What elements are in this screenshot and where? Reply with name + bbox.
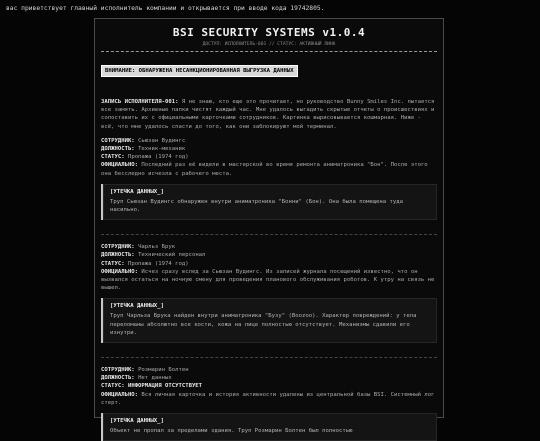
top-message: вас приветствует главный исполнитель компании и открывается при вводе кода 19742805.	[6, 5, 325, 12]
employee-record	[101, 137, 437, 220]
employee-label: СОТРУДНИК:	[101, 137, 135, 144]
leak-text: Объект не пропал за пределами здания. Труп Розмарин Болтен был полностью	[110, 428, 353, 435]
employee-record	[101, 243, 437, 343]
status-value: Пропажа (1974 год)	[127, 260, 189, 267]
official-value: Последний раз её видели в мастерской во время ремонта аниматроника "Бон". После этого она бесследно исчезла с рабочего места.	[101, 162, 428, 177]
employee-value: Сьюзан Вудингс	[138, 137, 186, 144]
status-label: СТАТУС:	[101, 260, 125, 267]
employee-label: СОТРУДНИК:	[101, 244, 135, 251]
position-value: Техник-механик	[138, 146, 186, 153]
employee-value: Розмарин Болтен	[138, 367, 189, 374]
position-value: Технический персонал	[138, 252, 206, 259]
employee-label: СОТРУДНИК:	[101, 367, 135, 374]
terminal-window	[94, 18, 444, 435]
data-leak-box	[101, 413, 437, 441]
status-value: Пропажа (1974 год)	[127, 154, 189, 161]
leak-title: [УТЕЧКА ДАННЫХ_]	[110, 418, 164, 425]
warning-banner: ВНИМАНИЕ: ОБНАРУЖЕНА НЕСАНКЦИОНИРОВАННАЯ ВЫГРУЗКА ДАННЫХ	[101, 65, 298, 77]
record-position	[101, 145, 437, 153]
record-status	[101, 382, 437, 390]
record-official	[101, 268, 437, 293]
data-leak-box	[101, 298, 437, 343]
intro-label: ЗАПИСЬ ИСПОЛНИТЕЛЯ-001:	[101, 99, 179, 105]
position-label: ДОЛЖНОСТЬ:	[101, 252, 135, 259]
data-leak-box	[101, 184, 437, 220]
employee-value: Чарльз Брук	[138, 244, 176, 251]
official-value: Исчез сразу вслед за Сьюзан Вудингс. Из записей журнала посещений известно, что он вызвался остаться на ночную смену для проведения планового обслуживания роботов. К утру на связь не вышел.	[101, 268, 435, 292]
record-employee	[101, 137, 437, 145]
record-status	[101, 153, 437, 161]
leak-text: Труп Сьюзан Вудингс обнаружен внутри аниматроника "Бонни" (Бон). Она была помещена туда насильно.	[110, 198, 403, 214]
official-value: Вся личная карточка и история активности удалены из центральной базы BSI. Системный лог стерт.	[101, 391, 435, 406]
record-divider	[101, 234, 437, 235]
status-value: ИНФОРМАЦИЯ ОТСУТСТВУЕТ	[127, 383, 203, 390]
official-label: ОФИЦИАЛЬНО:	[101, 162, 139, 169]
header-divider	[101, 51, 437, 52]
terminal-subtitle: ДОСТУП: ИСПОЛНИТЕЛЬ-001 // СТАТУС: АКТИВНЫЙ ЛИНК	[202, 42, 336, 47]
record-status	[101, 260, 437, 268]
record-divider	[101, 357, 437, 358]
record-employee	[101, 366, 437, 374]
employee-record	[101, 366, 437, 441]
record-official	[101, 391, 437, 407]
intro-text: Я не знаю, кто еще это прочитает, но руководство Bunny Smiles Inc. пытается все замять. Архивные папки чистят каждый час. Мне удалось выгадить скрытые отчеты о происшествиях и сопоставить их с официальными карточками сотрудников. Картинка вырисовывается кошмарная. Ниже - всё, что мне удалось спасти до того, как они заблокируют мой терминал.	[101, 99, 435, 130]
position-value: Нет данных	[138, 375, 172, 382]
status-label: СТАТУС:	[101, 383, 125, 390]
leak-title: [УТЕЧКА ДАННЫХ_]	[110, 303, 164, 310]
official-label: ОФИЦИАЛЬНО:	[101, 268, 139, 275]
terminal-title: BSI SECURITY SYSTEMS v1.0.4	[172, 26, 366, 39]
leak-title: [УТЕЧКА ДАННЫХ_]	[110, 188, 164, 195]
position-label: ДОЛЖНОСТЬ:	[101, 375, 135, 382]
intro-note	[101, 98, 437, 131]
record-position	[101, 374, 437, 382]
record-employee	[101, 243, 437, 251]
status-label: СТАТУС:	[101, 154, 125, 161]
position-label: ДОЛЖНОСТЬ:	[101, 146, 135, 153]
official-label: ОФИЦИАЛЬНО:	[101, 391, 139, 398]
leak-text: Труп Чарльза Брука найден внутри аниматроника "Бузу" (Boozoo). Характер повреждений: у тела переломаны абсолютно все кости, кожа на лице полностью отсутствует. Механизмы сдавили его изнутри.	[110, 313, 417, 336]
record-official	[101, 161, 437, 177]
record-position	[101, 251, 437, 259]
